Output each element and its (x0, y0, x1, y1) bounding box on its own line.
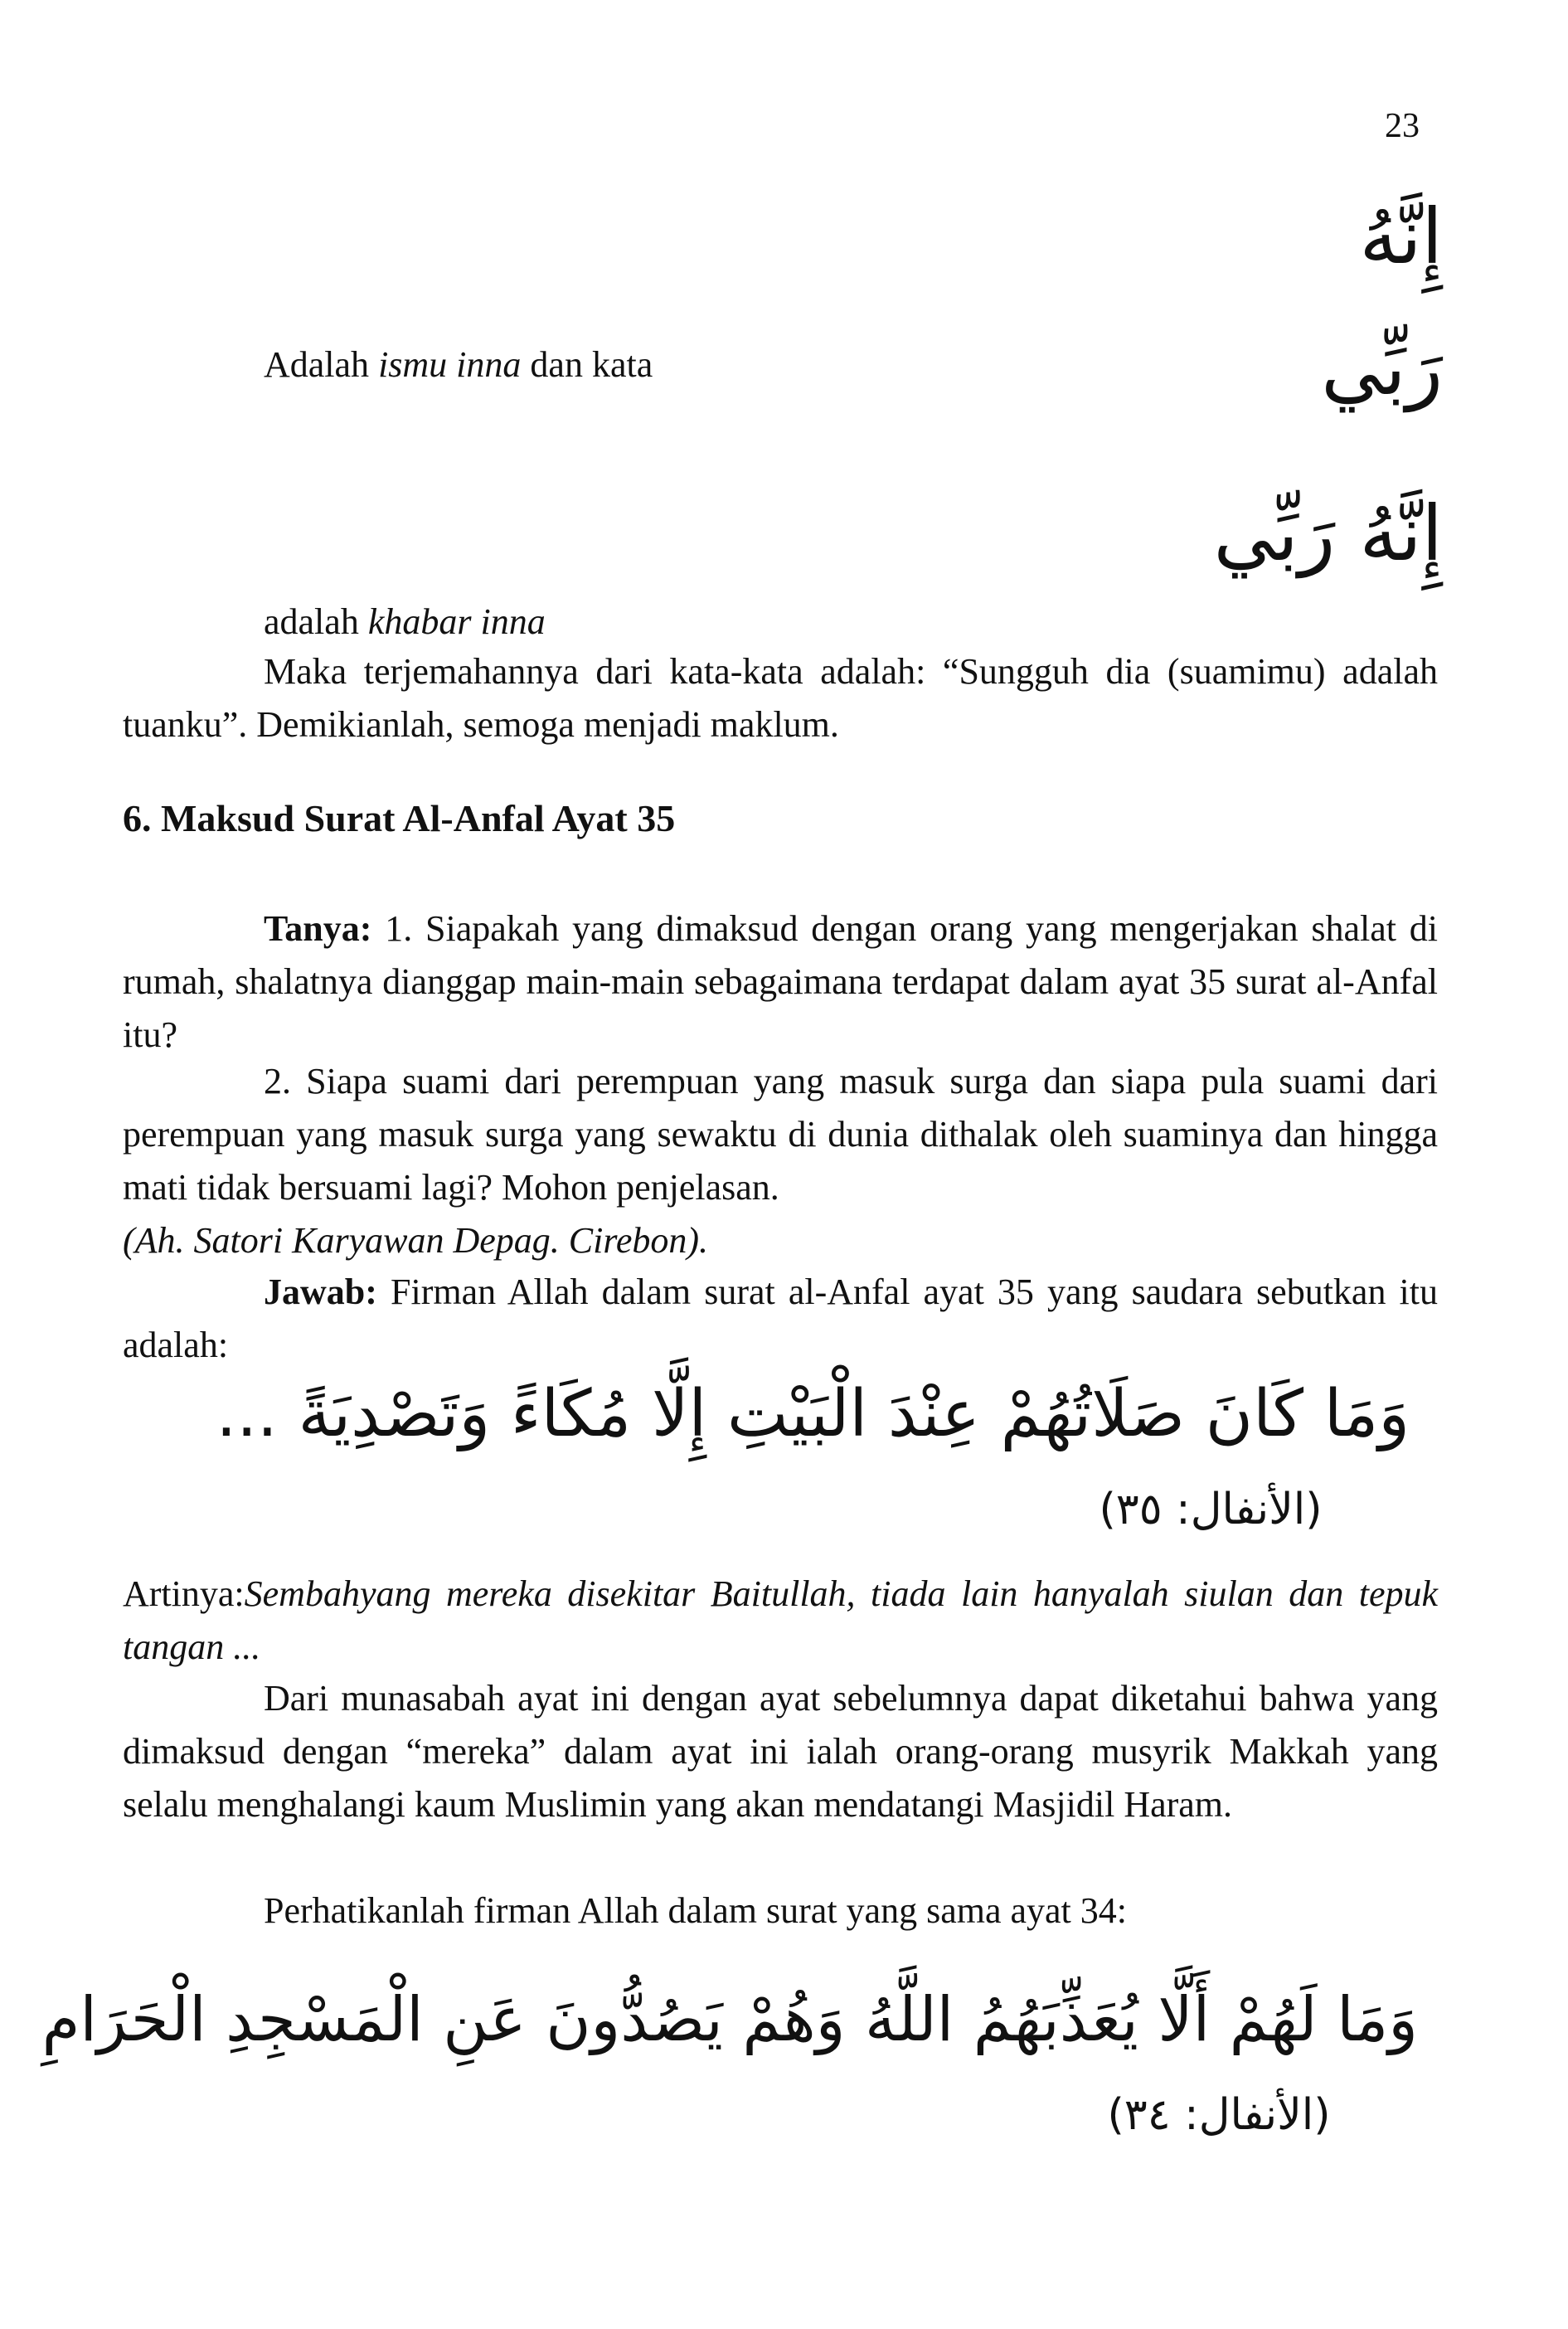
jawab-paragraph (123, 1266, 1438, 1372)
artinya-label: Artinya: (123, 1573, 245, 1614)
arabic-innahu-rabbi: إِنَّهُ رَبِّي (1213, 489, 1443, 578)
intro-line-ismu-prefix: Adalah (264, 344, 379, 385)
jawab-label: Jawab: (264, 1271, 377, 1312)
intro-line-ismu (264, 338, 1176, 391)
artinya-text: Sembahyang mereka disekitar Baitullah, tiada lain hanyalah siulan dan tepuk tangan ... (123, 1573, 1438, 1667)
asker-signature: (Ah. Satori Karyawan Depag. Cirebon). (123, 1220, 708, 1261)
quran-verse-34-reference: (الأنفال: ٣٤) (1107, 2090, 1331, 2140)
intro-line-khabar-italic: khabar inna (367, 601, 546, 642)
intro-line-ismu-italic: ismu inna (378, 344, 522, 385)
tanya-label: Tanya: (264, 908, 372, 949)
intro-paragraph (123, 645, 1438, 751)
artinya-paragraph (123, 1568, 1438, 1674)
tanya-question-1 (123, 902, 1438, 1062)
munasabah-text: Dari munasabah ayat ini dengan ayat sebelumnya dapat diketahui bahwa yang dimaksud dengan “mereka” dalam ayat ini ialah orang-orang musyrik Makkah yang selalu menghalangi kaum Muslimin yang akan mendatangi Masjidil Haram. (123, 1678, 1438, 1825)
intro-line-khabar-prefix: adalah (264, 601, 368, 642)
tanya-question-1-text: 1. Siapakah yang dimaksud dengan orang yang mengerjakan shalat di rumah, shalatnya dianggap main-main sebagaimana terdapat dalam ayat 35 surat al-Anfal itu? (123, 908, 1438, 1055)
tanya-question-2 (123, 1055, 1438, 1214)
munasabah-paragraph (123, 1672, 1438, 1831)
quran-verse-34: وَمَا لَهُمْ أَلَّا يُعَذِّبَهُمُ اللَّهُ وَهُمْ يَصُدُّونَ عَنِ الْمَسْجِدِ الْحَرَامِ (41, 1984, 1418, 2055)
intro-line-khabar (264, 596, 1176, 649)
jawab-text: Firman Allah dalam surat al-Anfal ayat 35 yang saudara sebutkan itu adalah: (123, 1271, 1438, 1365)
arabic-inna: إِنَّهُ (1359, 192, 1443, 281)
perhatikan-text: Perhatikanlah firman Allah dalam surat yang sama ayat 34: (264, 1890, 1128, 1931)
perhatikan-paragraph (123, 1884, 1438, 1938)
quran-verse-35-reference: (الأنفال: ٣٥) (1099, 1485, 1323, 1534)
arabic-rabbi: رَبِّي (1321, 323, 1443, 412)
page-number: 23 (1385, 107, 1420, 145)
intro-line-ismu-suffix: dan kata (521, 344, 653, 385)
tanya-question-2-text: 2. Siapa suami dari perempuan yang masuk surga dan siapa pula suami dari perempuan yang masuk surga yang sewaktu di dunia dithalak oleh suaminya dan hingga mati tidak bersuami lagi? Mohon penjelasan. (123, 1061, 1438, 1208)
quran-verse-35: وَمَا كَانَ صَلَاتُهُمْ عِنْدَ الْبَيْتِ إِلَّا مُكَاءً وَتَصْدِيَةً ... (216, 1377, 1410, 1451)
section-heading: 6. Maksud Surat Al-Anfal Ayat 35 (123, 797, 676, 839)
intro-paragraph-text: Maka terjemahannya dari kata-kata adalah: “Sungguh dia (suamimu) adalah tuanku”. Demikianlah, semoga menjadi maklum. (123, 651, 1438, 745)
